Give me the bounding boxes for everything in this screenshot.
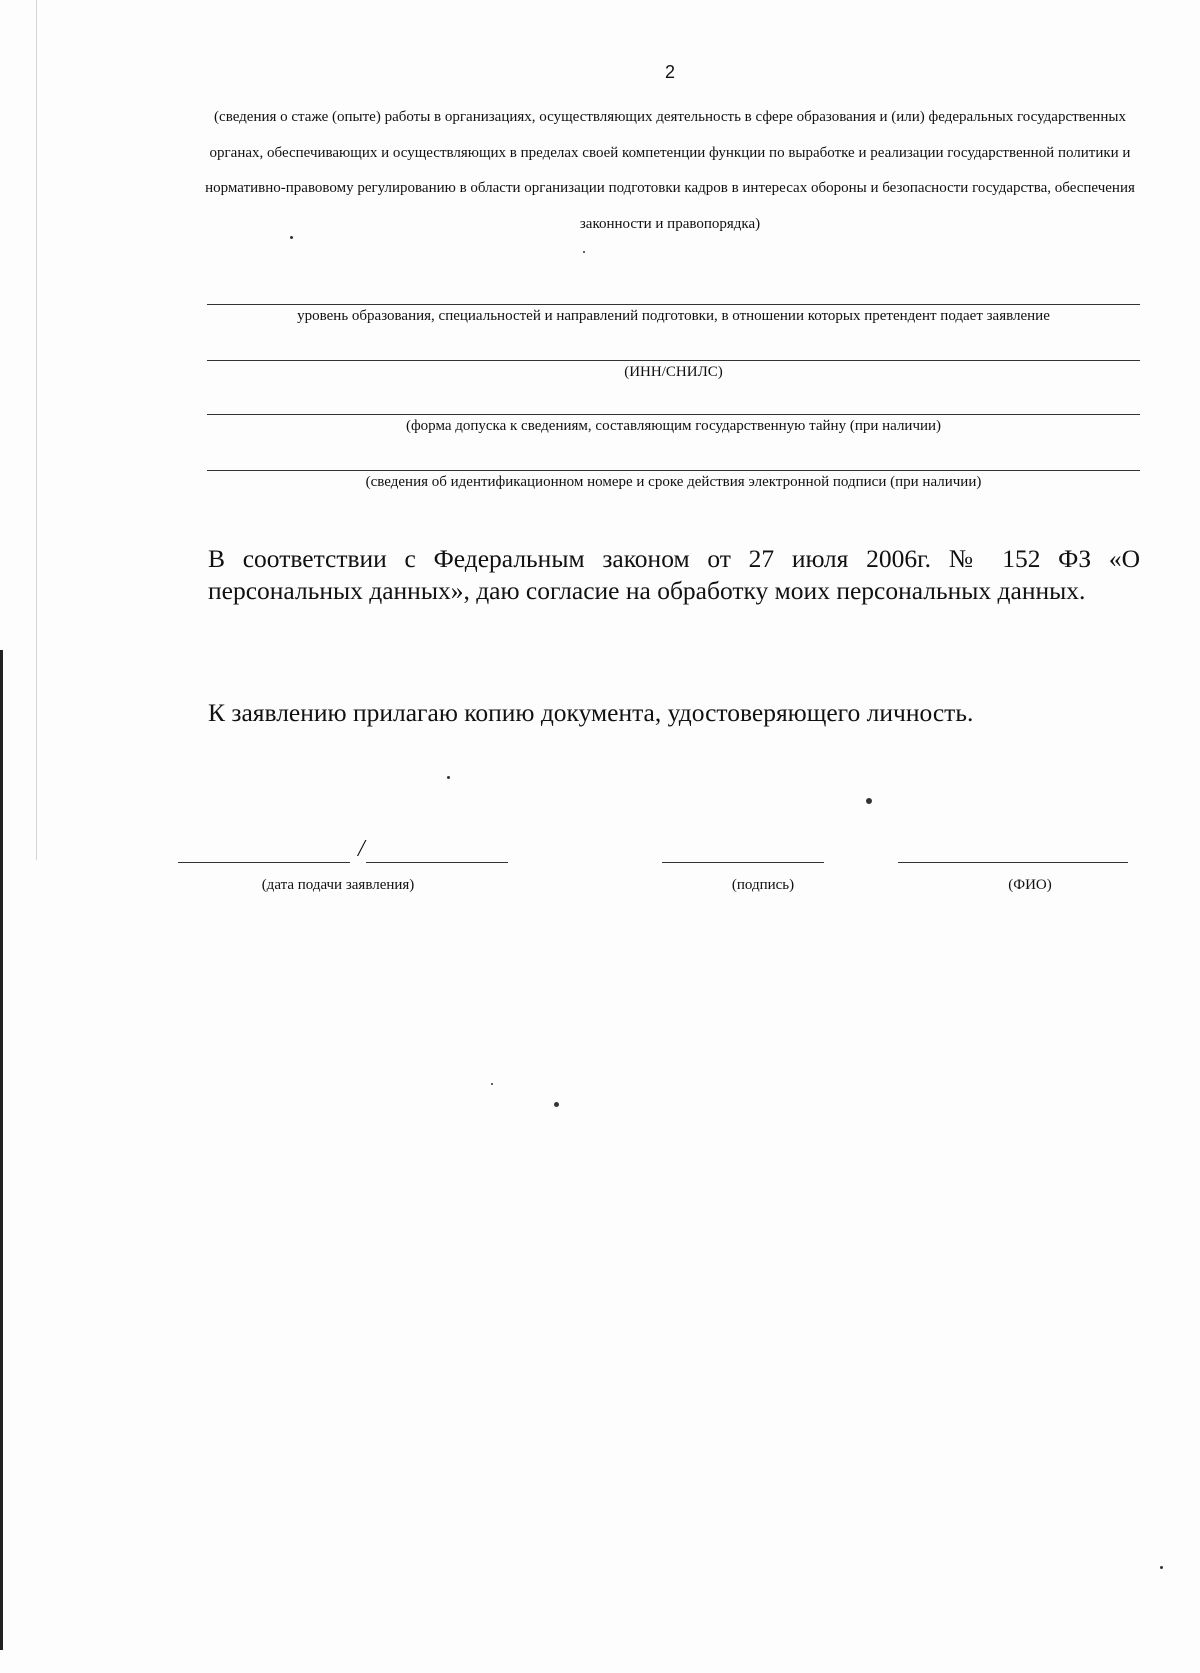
scan-speck — [583, 251, 585, 253]
scan-speck — [554, 1102, 559, 1107]
inn-snils-field[interactable] — [207, 360, 1140, 382]
scan-speck — [1160, 1566, 1163, 1569]
field-caption: (форма допуска к сведениям, составляющим государственную тайну (при наличии) — [405, 418, 942, 434]
signature-caption: (подпись) — [731, 877, 795, 893]
signature-line[interactable] — [662, 862, 824, 863]
date-line-right[interactable] — [366, 862, 508, 863]
e-signature-field[interactable] — [207, 470, 1140, 492]
work-experience-caption: (сведения о стаже (опыте) работы в организациях, осуществляющих деятельность в сфере образования и (или) федеральных государственных органах, обеспечивающих и осуществляющих в пределах своей компетенции функции по выработке и реализации государственной политики и нормативно-правовому регулированию в области организации подготовки кадров в интересах обороны и безопасности государства, обеспечения законности и правопорядка) — [205, 109, 1135, 232]
scan-edge-mark — [0, 650, 3, 1650]
page-number: 2 — [664, 62, 675, 82]
scan-speck — [491, 1083, 493, 1085]
name-line[interactable] — [898, 862, 1128, 863]
fill-line — [207, 470, 1140, 471]
attachment-paragraph: К заявлению прилагаю копию документа, удостоверяющего личность. — [208, 698, 974, 727]
fill-line — [207, 360, 1140, 361]
date-separator: / — [358, 836, 365, 862]
name-caption: (ФИО) — [1008, 877, 1052, 893]
field-caption: (сведения об идентификационном номере и сроке действия электронной подписи (при наличии) — [365, 474, 982, 490]
education-level-field[interactable] — [207, 304, 1140, 326]
scan-speck — [866, 798, 872, 804]
scan-fold-line — [36, 0, 37, 860]
date-line-left[interactable] — [178, 862, 350, 863]
fill-line — [207, 304, 1140, 305]
clearance-field[interactable] — [207, 414, 1140, 436]
date-caption: (дата подачи заявления) — [261, 877, 415, 893]
fill-line — [207, 414, 1140, 415]
consent-paragraph: В соответствии с Федеральным законом от 27 июля 2006г. № 152 ФЗ «О персональных данных», даю согласие на обработку моих персональных данных. — [208, 544, 1140, 605]
field-caption: (ИНН/СНИЛС) — [624, 364, 723, 380]
field-caption: уровень образования, специальностей и направлений подготовки, в отношении которых претендент подает заявление — [297, 308, 1050, 324]
scan-speck — [290, 236, 293, 239]
scan-speck — [447, 776, 450, 779]
